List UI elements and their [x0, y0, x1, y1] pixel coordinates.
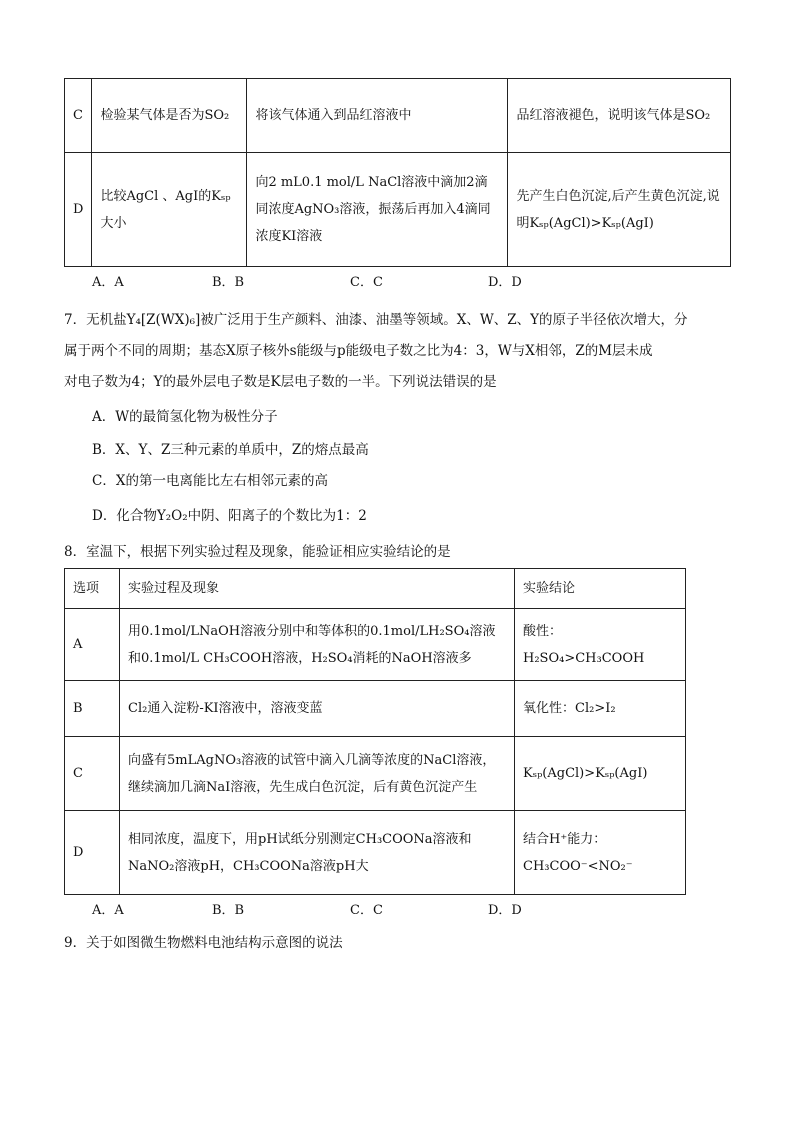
row-conclusion: Kₛₚ(AgCl)>Kₛₚ(AgI) — [515, 737, 686, 811]
table-header-row — [65, 569, 686, 609]
question6-choices — [92, 274, 522, 292]
question7-stem-line3: 对电子数为4；Y的最外层电子数是K层电子数的一半。下列说法错误的是 — [64, 374, 497, 390]
question7-option-a: A．W的最简氢化物为极性分子 — [92, 409, 278, 425]
question7-stem-line2: 属于两个不同的周期；基态X原子核外s能级与p能级电子数之比为4：3，W与X相邻，Z的M层未成 — [64, 343, 653, 359]
question7-option-b: B．X、Y、Z三种元素的单质中，Z的熔点最高 — [92, 442, 369, 458]
choice-b: B．B — [212, 275, 245, 290]
question8-stem: 8．室温下，根据下列实验过程及现象，能验证相应实验结论的是 — [64, 544, 451, 560]
row-purpose: 比较AgCl 、AgI的Kₛₚ大小 — [92, 153, 247, 267]
row-conclusion: 先产生白色沉淀,后产生黄色沉淀,说明Kₛₚ(AgCl)>Kₛₚ(AgI) — [508, 153, 731, 267]
row-conclusion: 酸性：H₂SO₄>CH₃COOH — [515, 609, 686, 681]
question9-stem: 9．关于如图微生物燃料电池结构示意图的说法 — [64, 935, 343, 951]
header-option: 选项 — [65, 569, 120, 609]
row-label: A — [65, 609, 120, 681]
question7-option-d: D．化合物Y₂O₂中阴、阳离子的个数比为1：2 — [92, 508, 367, 524]
row-procedure: 向2 mL0.1 mol/L NaCl溶液中滴加2滴同浓度AgNO₃溶液，振荡后再加入4滴同浓度KI溶液 — [247, 153, 508, 267]
table-row — [65, 153, 731, 267]
row-label: B — [65, 681, 120, 737]
question7-option-c: C．X的第一电离能比左右相邻元素的高 — [92, 473, 328, 489]
row-procedure: 将该气体通入到品红溶液中 — [247, 79, 508, 153]
question8-table — [64, 568, 686, 895]
choice-d: D．D — [488, 275, 522, 290]
row-label: C — [65, 79, 92, 153]
header-conclusion: 实验结论 — [515, 569, 686, 609]
table-row — [65, 79, 731, 153]
table-row — [65, 811, 686, 895]
choice-c: C．C — [350, 903, 383, 918]
question7-stem-line1: 7．无机盐Y₄[Z(WX)₆]被广泛用于生产颜料、油漆、油墨等领域。X、W、Z、Y的原子半径依次增大，分 — [64, 312, 688, 328]
row-procedure: 向盛有5mLAgNO₃溶液的试管中滴入几滴等浓度的NaCl溶液，继续滴加几滴NaI溶液，先生成白色沉淀，后有黄色沉淀产生 — [120, 737, 515, 811]
row-procedure: Cl₂通入淀粉-KI溶液中，溶液变蓝 — [120, 681, 515, 737]
question8-choices — [92, 902, 522, 920]
row-procedure: 相同浓度，温度下，用pH试纸分别测定CH₃COONa溶液和NaNO₂溶液pH，CH₃COONa溶液pH大 — [120, 811, 515, 895]
row-purpose: 检验某气体是否为SO₂ — [92, 79, 247, 153]
row-conclusion: 品红溶液褪色，说明该气体是SO₂ — [508, 79, 731, 153]
table-row — [65, 609, 686, 681]
table-row — [65, 681, 686, 737]
choice-b: B．B — [212, 903, 245, 918]
row-label: C — [65, 737, 120, 811]
header-procedure: 实验过程及现象 — [120, 569, 515, 609]
choice-a: A．A — [92, 275, 124, 290]
row-conclusion: 结合H⁺能力：CH₃COO⁻<NO₂⁻ — [515, 811, 686, 895]
table-row — [65, 737, 686, 811]
row-label: D — [65, 811, 120, 895]
row-label: D — [65, 153, 92, 267]
question6-table — [64, 78, 731, 267]
row-conclusion: 氧化性：Cl₂>I₂ — [515, 681, 686, 737]
row-procedure: 用0.1mol/LNaOH溶液分别中和等体积的0.1mol/LH₂SO₄溶液和0.1mol/L CH₃COOH溶液，H₂SO₄消耗的NaOH溶液多 — [120, 609, 515, 681]
choice-d: D．D — [488, 903, 522, 918]
choice-c: C．C — [350, 275, 383, 290]
choice-a: A．A — [92, 903, 124, 918]
